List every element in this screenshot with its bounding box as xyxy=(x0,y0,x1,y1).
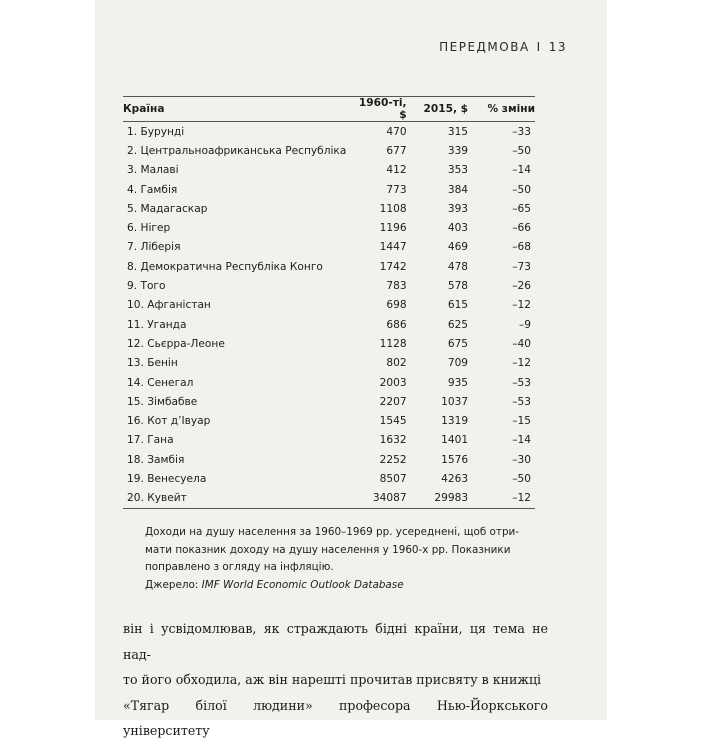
cell-percent-change: –12 xyxy=(468,489,535,509)
cell-percent-change: –65 xyxy=(512,202,531,215)
cell-2015: 478 xyxy=(447,260,469,273)
cell-percent-change: –12 xyxy=(512,299,531,312)
table-row xyxy=(123,199,535,218)
cell-percent-change: –30 xyxy=(512,453,531,466)
cell-percent-change: –68 xyxy=(512,241,531,254)
cell-2015: 353 xyxy=(447,164,469,177)
cell-2015: 393 xyxy=(447,202,469,215)
table-row xyxy=(123,411,535,430)
table-row xyxy=(123,489,535,509)
cell-percent-change: –50 xyxy=(512,183,531,196)
cell-1960s: 677 xyxy=(386,144,407,157)
body-line: то його обходила, аж він нарешті прочитав присвяту в книжці xyxy=(123,672,542,687)
header-percent-change: % зміни xyxy=(468,97,535,122)
table-row xyxy=(123,276,535,295)
cell-2015: 578 xyxy=(447,280,469,293)
cell-percent-change: –73 xyxy=(512,260,531,273)
cell-2015: 935 xyxy=(447,376,469,389)
cell-2015: 615 xyxy=(447,299,469,312)
cell-percent-change: –50 xyxy=(512,144,531,157)
table-row xyxy=(123,257,535,276)
cell-1960s: 2003 xyxy=(379,376,407,389)
cell-2015: 709 xyxy=(447,357,469,370)
source-title: IMF World Economic Outlook Database xyxy=(201,578,404,591)
table-row xyxy=(123,141,535,160)
table-row xyxy=(123,431,535,450)
cell-2015: 4263 xyxy=(441,472,469,485)
cell-1960s: 773 xyxy=(386,183,407,196)
table-row xyxy=(123,469,535,488)
cell-percent-change: –15 xyxy=(512,415,531,428)
body-paragraph xyxy=(123,616,548,744)
note-source xyxy=(145,577,555,595)
cell-percent-change: –26 xyxy=(512,280,531,293)
cell-country: 7. Ліберія xyxy=(127,241,181,254)
table-row xyxy=(123,122,535,142)
cell-percent-change: –33 xyxy=(512,125,531,138)
table-row xyxy=(123,392,535,411)
cell-2015: 675 xyxy=(447,337,469,350)
header-country: Країна xyxy=(123,97,351,122)
note-line: поправлено з огляду на інфляцію. xyxy=(145,561,334,573)
cell-country: 10. Афганістан xyxy=(127,299,211,312)
cell-1960s: 412 xyxy=(386,164,407,177)
cell-2015: 1319 xyxy=(441,415,469,428)
cell-percent-change: –50 xyxy=(512,472,531,485)
cell-country: 1. Бурунді xyxy=(127,125,185,138)
cell-1960s: 2207 xyxy=(379,395,407,408)
cell-percent-change: –53 xyxy=(512,395,531,408)
cell-country: 18. Замбія xyxy=(127,453,185,466)
book-page xyxy=(95,0,607,738)
cell-2015: 625 xyxy=(447,318,469,331)
cell-country: 12. Сьєрра-Леоне xyxy=(127,337,225,350)
cell-2015: 315 xyxy=(447,125,469,138)
cell-country: 17. Гана xyxy=(127,434,174,447)
cell-country: 9. Того xyxy=(127,280,166,293)
source-label: Джерело: xyxy=(145,578,202,591)
cell-1960s: 1128 xyxy=(379,337,407,350)
cell-1960s: 2252 xyxy=(379,453,407,466)
cell-percent-change: –14 xyxy=(512,434,531,447)
note-line: мати показник доходу на душу населення у 1960-х рр. Показники xyxy=(145,543,511,556)
cell-1960s: 1742 xyxy=(379,260,407,273)
cell-1960s: 1196 xyxy=(379,222,407,235)
table-row xyxy=(123,218,535,237)
cell-1960s: 8507 xyxy=(379,472,407,485)
cell-1960s: 802 xyxy=(386,357,407,370)
cell-2015: 1576 xyxy=(441,453,469,466)
cell-country: 3. Малаві xyxy=(127,164,179,177)
cell-country: 4. Гамбія xyxy=(127,183,178,196)
cell-1960s: 34087 xyxy=(351,489,407,509)
table-row xyxy=(123,334,535,353)
cell-country: 6. Нігер xyxy=(127,222,171,235)
header-2015: 2015, $ xyxy=(407,97,468,122)
cell-percent-change: –14 xyxy=(512,164,531,177)
cell-2015: 1037 xyxy=(441,395,469,408)
cell-1960s: 1632 xyxy=(379,434,407,447)
table-row xyxy=(123,238,535,257)
cell-percent-change: –53 xyxy=(512,376,531,389)
cell-country: 14. Сенегал xyxy=(127,376,194,389)
cell-1960s: 1108 xyxy=(379,202,407,215)
cell-1960s: 686 xyxy=(386,318,407,331)
cell-1960s: 783 xyxy=(386,280,407,293)
header-1960s: 1960-ті, $ xyxy=(351,97,407,122)
page-number: 13 xyxy=(548,40,567,54)
cell-country: 20. Кувейт xyxy=(123,489,351,509)
table-row xyxy=(123,315,535,334)
cell-1960s: 1447 xyxy=(379,241,407,254)
cell-1960s: 470 xyxy=(386,125,407,138)
table-header-row xyxy=(123,97,535,122)
cell-percent-change: –9 xyxy=(518,318,531,331)
cell-percent-change: –66 xyxy=(512,222,531,235)
cell-country: 11. Уганда xyxy=(127,318,187,331)
table-row xyxy=(123,354,535,373)
cell-percent-change: –40 xyxy=(512,337,531,350)
table-body xyxy=(123,122,535,509)
cell-2015: 1401 xyxy=(441,434,469,447)
table-row xyxy=(123,296,535,315)
body-line: «Тягар білої людини» професора Нью-Йоркського університету xyxy=(123,697,548,738)
running-head xyxy=(439,40,567,54)
cell-country: 5. Мадагаскар xyxy=(127,202,208,215)
table-row xyxy=(123,450,535,469)
cell-2015: 384 xyxy=(447,183,469,196)
running-head-separator: I xyxy=(536,40,542,54)
cell-2015: 29983 xyxy=(407,489,468,509)
cell-1960s: 1545 xyxy=(379,415,407,428)
income-table xyxy=(123,96,535,509)
body-line: він і усвідомлював, як страждають бідні країни, ця тема не над- xyxy=(123,621,548,662)
cell-2015: 339 xyxy=(447,144,469,157)
note-line: Доходи на душу населення за 1960–1969 рр. усереднені, щоб отри- xyxy=(145,526,520,538)
table-row xyxy=(123,373,535,392)
cell-country: 2. Центральноафриканська Республіка xyxy=(127,144,347,157)
cell-2015: 403 xyxy=(447,222,469,235)
cell-country: 16. Кот д’Івуар xyxy=(127,415,211,428)
cell-1960s: 698 xyxy=(386,299,407,312)
cell-country: 15. Зімбабве xyxy=(127,395,198,408)
section-title: ПЕРЕДМОВА xyxy=(439,40,530,54)
table-note xyxy=(145,524,555,594)
cell-2015: 469 xyxy=(447,241,469,254)
cell-percent-change: –12 xyxy=(512,357,531,370)
cell-country: 19. Венесуела xyxy=(127,472,207,485)
cell-country: 8. Демократична Республіка Конго xyxy=(127,260,323,273)
table-row xyxy=(123,180,535,199)
table-row xyxy=(123,161,535,180)
cell-country: 13. Бенін xyxy=(127,357,178,370)
